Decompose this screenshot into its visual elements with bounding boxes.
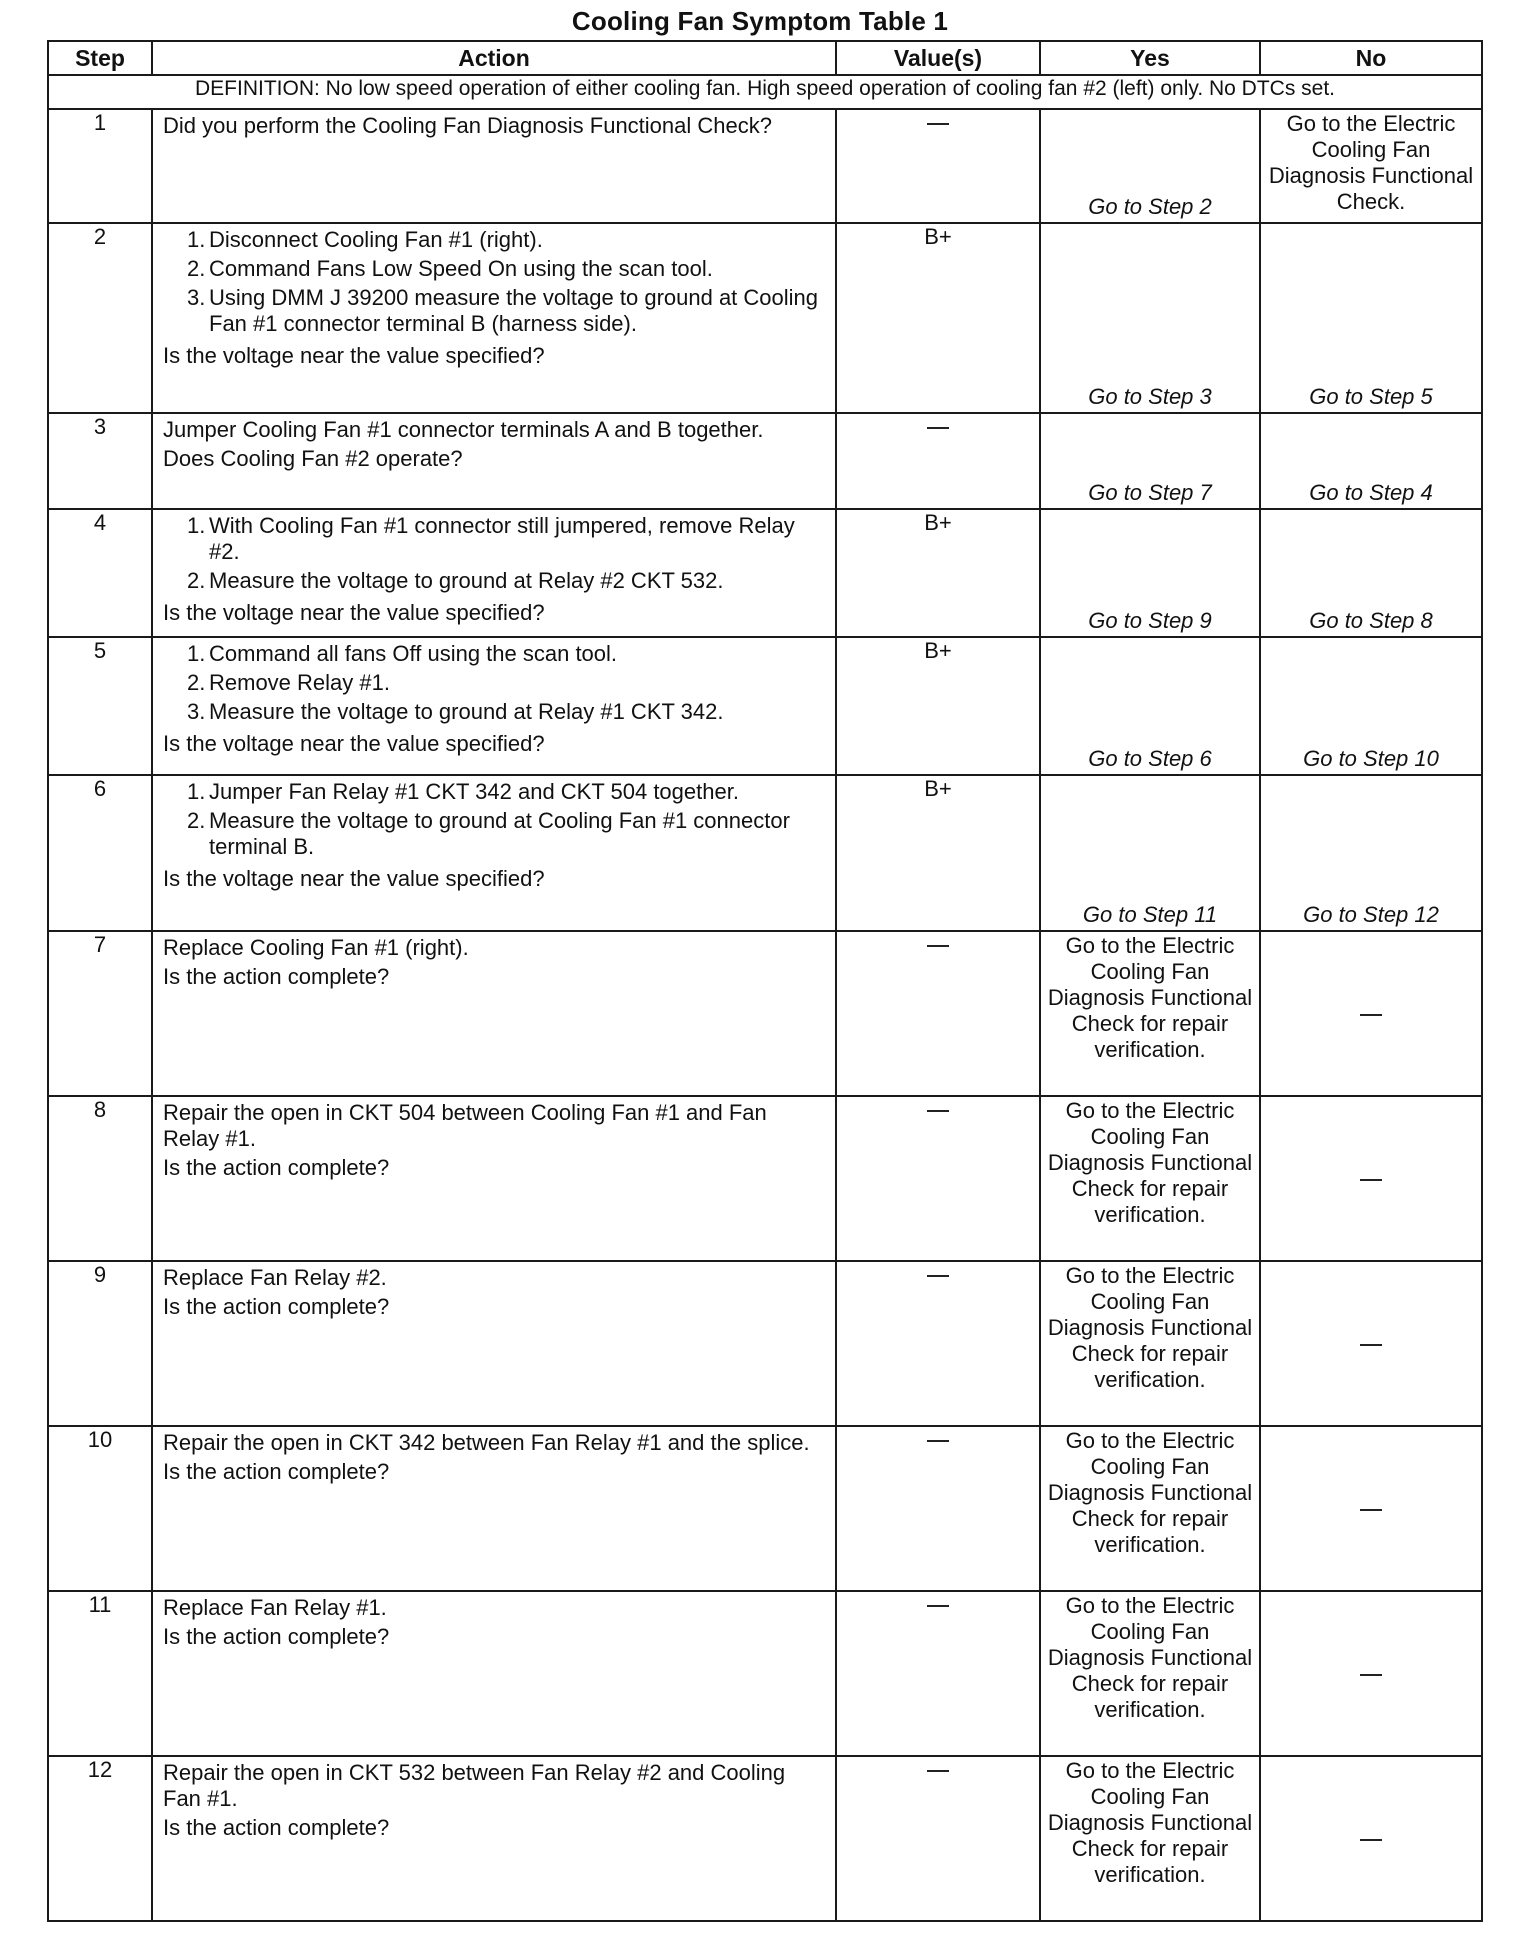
table-row: [48, 1096, 1482, 1261]
yes-goto: Go to Step 3: [1088, 384, 1212, 409]
action-question: Is the action complete?: [163, 1155, 390, 1180]
table-row: [48, 1426, 1482, 1591]
action-content: [153, 110, 835, 143]
step-cell: [48, 1096, 152, 1261]
action-steps: [163, 513, 825, 597]
yes-goto: Go to Step 6: [1088, 746, 1212, 771]
action-cell: [152, 413, 836, 509]
step-number: 2: [93, 224, 107, 249]
no-cell: [1260, 109, 1482, 223]
step-number: 12: [87, 1757, 113, 1782]
step-cell: [48, 1591, 152, 1756]
action-steps: [163, 227, 825, 340]
action-content: [153, 1757, 835, 1845]
value-cell: [836, 637, 1040, 775]
value-text-dash: [927, 1605, 949, 1607]
action-step-number: 1.: [187, 227, 206, 252]
symptom-table: [47, 40, 1483, 1922]
action-question: Is the voltage near the value specified?: [163, 343, 545, 368]
no-dash: [1360, 1179, 1382, 1181]
step-cell: [48, 223, 152, 413]
action-content: [153, 414, 835, 476]
value-text-dash: [927, 1440, 949, 1442]
no-text: Go to the Electric Cooling Fan Diagnosis Functional Check.: [1268, 111, 1474, 214]
step-cell: [48, 109, 152, 223]
action-cell: [152, 109, 836, 223]
action-step: [187, 670, 825, 696]
step-cell: [48, 413, 152, 509]
action-content: [153, 1097, 835, 1185]
table-row: [48, 413, 1482, 509]
yes-text: Go to the Electric Cooling Fan Diagnosis Functional Check for repair verification.: [1047, 933, 1253, 1062]
value-text-dash: [927, 123, 949, 125]
value-cell: [836, 775, 1040, 931]
no-center: [1261, 1496, 1481, 1522]
action-step-text: Disconnect Cooling Fan #1 (right).: [209, 227, 543, 252]
value-text: B+: [924, 510, 952, 535]
action-step-number: 2.: [187, 568, 206, 593]
definition-row: [48, 75, 1482, 109]
no-cell: [1260, 223, 1482, 413]
yes-cell: [1040, 637, 1260, 775]
action-line: Did you perform the Cooling Fan Diagnosis Functional Check?: [163, 113, 772, 138]
action-cell: [152, 509, 836, 637]
action-cell: [152, 1756, 836, 1921]
action-content: [153, 1262, 835, 1324]
action-question: Is the action complete?: [163, 1459, 390, 1484]
step-cell: [48, 775, 152, 931]
action-cell: [152, 775, 836, 931]
value-cell: [836, 1261, 1040, 1426]
action-cell: [152, 223, 836, 413]
value-text-dash: [927, 1770, 949, 1772]
header-action: Action: [152, 41, 836, 75]
action-cell: [152, 1591, 836, 1756]
step-number: 6: [93, 776, 107, 801]
action-question: Is the action complete?: [163, 1294, 390, 1319]
no-cell: [1260, 1096, 1482, 1261]
no-center: [1261, 1166, 1481, 1192]
action-content: [153, 638, 835, 761]
no-center: [1261, 1826, 1481, 1852]
action-cell: [152, 1261, 836, 1426]
action-content: [153, 1592, 835, 1654]
yes-goto: Go to Step 11: [1082, 902, 1218, 927]
no-dash: [1360, 1509, 1382, 1511]
action-step-text: Measure the voltage to ground at Relay #2 CKT 532.: [209, 568, 724, 593]
no-cell: [1260, 1261, 1482, 1426]
no-dash: [1360, 1839, 1382, 1841]
action-step-number: 3.: [187, 285, 206, 310]
table-row: [48, 109, 1482, 223]
action-question: Is the action complete?: [163, 1815, 390, 1840]
yes-cell: [1040, 509, 1260, 637]
yes-text: Go to the Electric Cooling Fan Diagnosis Functional Check for repair verification.: [1047, 1098, 1253, 1227]
header-yes: Yes: [1040, 41, 1260, 75]
action-cell: [152, 1426, 836, 1591]
action-steps: [163, 779, 825, 863]
table-row: [48, 1261, 1482, 1426]
step-number: 9: [93, 1262, 107, 1287]
action-step-number: 3.: [187, 699, 206, 724]
step-number: 11: [88, 1592, 112, 1617]
no-cell: [1260, 509, 1482, 637]
value-text-dash: [927, 1110, 949, 1112]
action-content: [153, 932, 835, 994]
step-cell: [48, 637, 152, 775]
action-question: Is the voltage near the value specified?: [163, 866, 545, 891]
yes-text: Go to the Electric Cooling Fan Diagnosis Functional Check for repair verification.: [1047, 1758, 1253, 1887]
yes-goto: Go to Step 2: [1088, 194, 1212, 219]
yes-cell: [1040, 109, 1260, 223]
action-question: Is the voltage near the value specified?: [163, 731, 545, 756]
value-cell: [836, 223, 1040, 413]
action-question: Is the action complete?: [163, 1624, 390, 1649]
action-content: [153, 776, 835, 896]
no-center: [1261, 1331, 1481, 1357]
step-number: 5: [93, 638, 107, 663]
action-cell: [152, 931, 836, 1096]
no-goto: Go to Step 4: [1309, 480, 1433, 505]
yes-cell: [1040, 413, 1260, 509]
step-number: 4: [93, 510, 107, 535]
action-step: [187, 513, 825, 565]
action-step: [187, 227, 825, 253]
yes-goto: Go to Step 9: [1088, 608, 1212, 633]
header-row: [48, 41, 1482, 75]
action-question: Is the action complete?: [163, 964, 390, 989]
yes-cell: [1040, 223, 1260, 413]
action-step-number: 1.: [187, 641, 206, 666]
value-cell: [836, 1591, 1040, 1756]
action-content: [153, 510, 835, 630]
step-number: 1: [93, 110, 107, 135]
no-dash: [1360, 1674, 1382, 1676]
action-line: Repair the open in CKT 532 between Fan Relay #2 and Cooling Fan #1.: [163, 1760, 786, 1811]
yes-cell: [1040, 931, 1260, 1096]
action-step: [187, 641, 825, 667]
no-cell: [1260, 931, 1482, 1096]
value-cell: [836, 931, 1040, 1096]
no-goto: Go to Step 10: [1303, 746, 1439, 771]
value-text: B+: [924, 224, 952, 249]
no-cell: [1260, 1426, 1482, 1591]
table-row: [48, 931, 1482, 1096]
action-step: [187, 256, 825, 282]
value-cell: [836, 509, 1040, 637]
step-number: 10: [87, 1427, 113, 1452]
action-step-number: 2.: [187, 670, 206, 695]
table-row: [48, 223, 1482, 413]
header-step: Step: [48, 41, 152, 75]
action-step-text: Command all fans Off using the scan tool.: [209, 641, 618, 666]
yes-cell: [1040, 1756, 1260, 1921]
action-step: [187, 808, 825, 860]
table-row: [48, 637, 1482, 775]
header-no: No: [1260, 41, 1482, 75]
action-step-number: 1.: [187, 779, 206, 804]
action-question: Does Cooling Fan #2 operate?: [163, 446, 463, 471]
table-row: [48, 509, 1482, 637]
no-cell: [1260, 1591, 1482, 1756]
action-step-number: 2.: [187, 808, 206, 833]
value-text-dash: [927, 427, 949, 429]
table-row: [48, 775, 1482, 931]
action-cell: [152, 1096, 836, 1261]
step-number: 3: [93, 414, 107, 439]
no-cell: [1260, 775, 1482, 931]
action-step-text: Jumper Fan Relay #1 CKT 342 and CKT 504 together.: [209, 779, 739, 804]
action-step-text: Command Fans Low Speed On using the scan tool.: [209, 256, 713, 281]
definition-text: DEFINITION: No low speed operation of either cooling fan. High speed operation of cooling fan #2 (left) only. No DTCs set.: [48, 75, 1482, 109]
yes-goto: Go to Step 7: [1088, 480, 1212, 505]
yes-text: Go to the Electric Cooling Fan Diagnosis Functional Check for repair verification.: [1047, 1428, 1253, 1557]
action-cell: [152, 637, 836, 775]
step-number: 7: [93, 932, 107, 957]
value-cell: [836, 109, 1040, 223]
action-step-text: Measure the voltage to ground at Relay #1 CKT 342.: [209, 699, 724, 724]
action-line: Jumper Cooling Fan #1 connector terminals A and B together.: [163, 417, 764, 442]
value-text: B+: [924, 776, 952, 801]
value-text-dash: [927, 1275, 949, 1277]
no-dash: [1360, 1014, 1382, 1016]
yes-text: Go to the Electric Cooling Fan Diagnosis Functional Check for repair verification.: [1047, 1593, 1253, 1722]
action-step: [187, 699, 825, 725]
action-step-text: Measure the voltage to ground at Cooling Fan #1 connector terminal B.: [209, 808, 790, 859]
no-dash: [1360, 1344, 1382, 1346]
step-cell: [48, 1756, 152, 1921]
action-step: [187, 779, 825, 805]
action-step-text: With Cooling Fan #1 connector still jumpered, remove Relay #2.: [209, 513, 795, 564]
action-step-number: 2.: [187, 256, 206, 281]
no-cell: [1260, 413, 1482, 509]
value-text-dash: [927, 945, 949, 947]
no-goto: Go to Step 8: [1309, 608, 1433, 633]
table-row: [48, 1591, 1482, 1756]
no-cell: [1260, 637, 1482, 775]
value-cell: [836, 1426, 1040, 1591]
action-step-text: Remove Relay #1.: [209, 670, 390, 695]
value-cell: [836, 1096, 1040, 1261]
action-line: Repair the open in CKT 504 between Cooling Fan #1 and Fan Relay #1.: [163, 1100, 767, 1151]
yes-text: Go to the Electric Cooling Fan Diagnosis Functional Check for repair verification.: [1047, 1263, 1253, 1392]
no-goto: Go to Step 5: [1309, 384, 1433, 409]
action-step: [187, 285, 825, 337]
action-step-number: 1.: [187, 513, 206, 538]
header-values: Value(s): [836, 41, 1040, 75]
step-cell: [48, 509, 152, 637]
action-steps: [163, 641, 825, 728]
action-line: Replace Cooling Fan #1 (right).: [163, 935, 469, 960]
action-line: Replace Fan Relay #2.: [163, 1265, 387, 1290]
no-cell: [1260, 1756, 1482, 1921]
action-line: Replace Fan Relay #1.: [163, 1595, 387, 1620]
yes-cell: [1040, 1261, 1260, 1426]
action-step-text: Using DMM J 39200 measure the voltage to ground at Cooling Fan #1 connector terminal B (harness side).: [209, 285, 819, 336]
no-center: [1261, 1001, 1481, 1027]
yes-cell: [1040, 1426, 1260, 1591]
step-cell: [48, 1261, 152, 1426]
step-number: 8: [93, 1097, 107, 1122]
step-cell: [48, 931, 152, 1096]
page-title: Cooling Fan Symptom Table 1: [571, 6, 949, 36]
yes-cell: [1040, 775, 1260, 931]
value-cell: [836, 1756, 1040, 1921]
value-cell: [836, 413, 1040, 509]
yes-cell: [1040, 1096, 1260, 1261]
table-row: [48, 1756, 1482, 1921]
step-cell: [48, 1426, 152, 1591]
no-goto: Go to Step 12: [1303, 902, 1439, 927]
action-question: Is the voltage near the value specified?: [163, 600, 545, 625]
action-step: [187, 568, 825, 594]
value-text: B+: [924, 638, 952, 663]
yes-cell: [1040, 1591, 1260, 1756]
no-center: [1261, 1661, 1481, 1687]
action-line: Repair the open in CKT 342 between Fan Relay #1 and the splice.: [163, 1430, 810, 1455]
action-content: [153, 1427, 835, 1489]
action-content: [153, 224, 835, 373]
